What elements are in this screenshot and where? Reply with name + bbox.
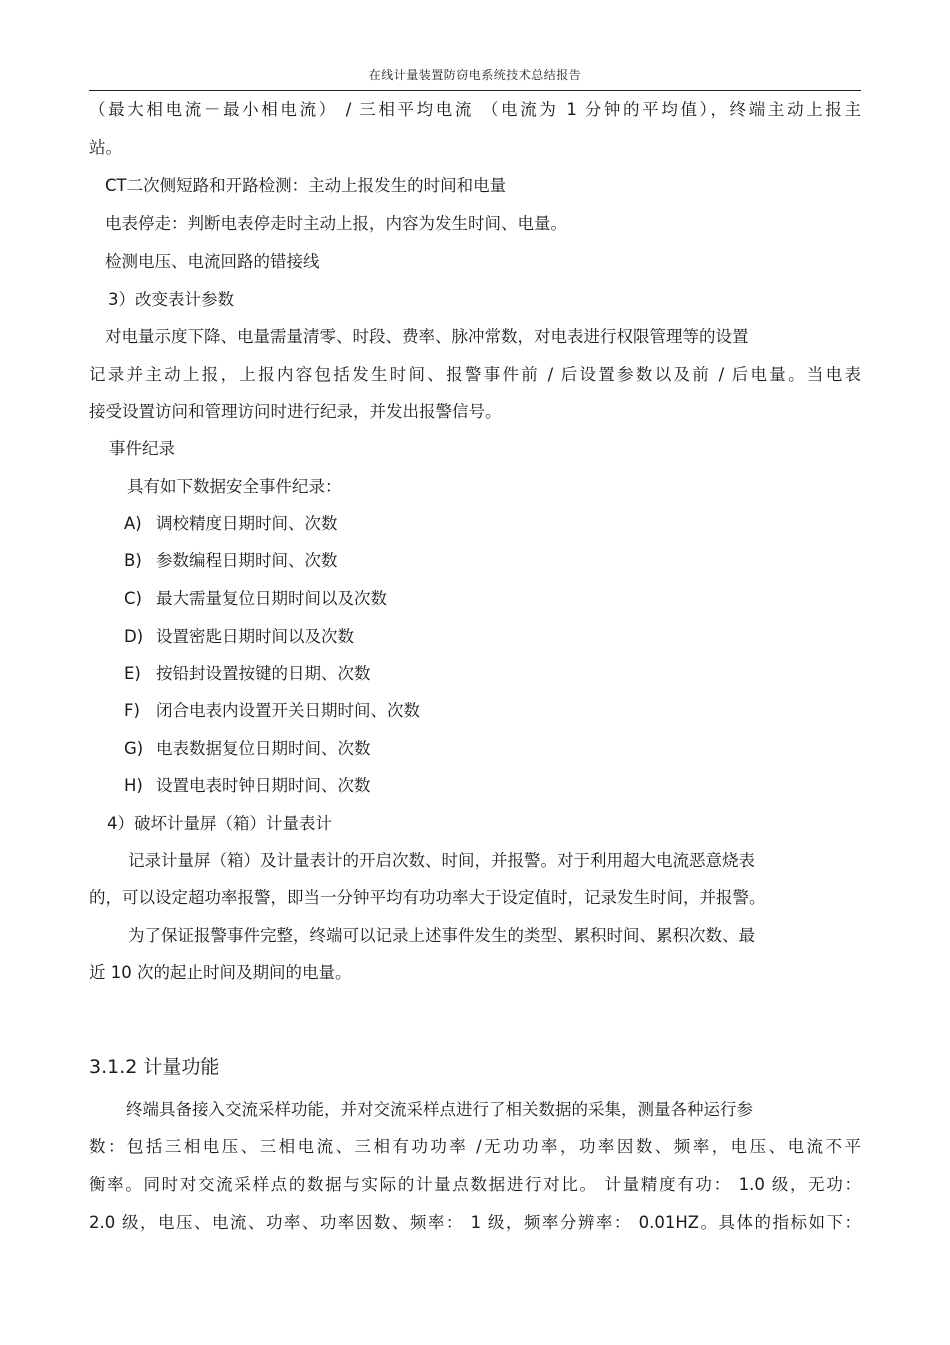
event-item-label: F)	[124, 701, 140, 720]
event-item-text: 最大需量复位日期时间以及次数	[156, 589, 387, 608]
event-item	[124, 550, 338, 572]
wiring-check-line: 检测电压、电流回路的错接线	[105, 252, 320, 271]
event-item	[124, 738, 371, 760]
event-item-label: D)	[124, 627, 144, 646]
event-item	[124, 775, 371, 797]
event-item-text: 按铅封设置按键的日期、次数	[156, 664, 371, 683]
section-4-title: 4）破坏计量屏（箱）计量表计	[107, 814, 332, 833]
paragraph-line: 2.0 级，电压、电流、功率、功率因数、频率： 1 级，频率分辨率： 0.01HZ。具体的指标如下：	[89, 1213, 861, 1232]
event-item	[124, 700, 420, 722]
event-item-text: 设置密匙日期时间以及次数	[156, 627, 354, 646]
event-item-label: H)	[124, 776, 143, 795]
event-item-label: G)	[124, 739, 144, 758]
event-item	[124, 626, 354, 648]
event-item-text: 闭合电表内设置开关日期时间、次数	[156, 701, 420, 720]
paragraph-line: 的，可以设定超功率报警，即当一分钟平均有功功率大于设定值时，记录发生时间，并报警。	[89, 888, 766, 907]
header-divider	[89, 90, 861, 91]
paragraph-line: （最大相电流－最小相电流） / 三相平均电流 （电流为 1 分钟的平均值），终端主动上报主	[89, 100, 861, 119]
event-item	[124, 663, 371, 685]
paragraph-line: 站。	[89, 138, 122, 157]
paragraph-line: 记录并主动上报，上报内容包括发生时间、报警事件前 / 后设置参数以及前 / 后电量。当电表	[89, 365, 861, 384]
section-heading: 3.1.2 计量功能	[89, 1056, 220, 1078]
event-item-label: C)	[124, 589, 142, 608]
event-item-label: B)	[124, 551, 142, 570]
event-item-text: 设置电表时钟日期时间、次数	[156, 776, 371, 795]
event-record-title: 事件纪录	[109, 439, 175, 458]
paragraph-line: 衡率。同时对交流采样点的数据与实际的计量点数据进行对比。 计量精度有功： 1.0 级，无功：	[89, 1175, 861, 1194]
paragraph-line: 近 10 次的起止时间及期间的电量。	[89, 963, 352, 982]
event-item-text: 电表数据复位日期时间、次数	[156, 739, 371, 758]
paragraph-line: 对电量示度下降、电量需量清零、时段、费率、脉冲常数，对电表进行权限管理等的设置	[105, 327, 749, 346]
section-3-title: 3）改变表计参数	[108, 290, 234, 309]
page-header-title: 在线计量装置防窃电系统技术总结报告	[368, 68, 582, 82]
event-item	[124, 513, 338, 535]
paragraph-line: 记录计量屏（箱）及计量表计的开启次数、时间，并报警。对于利用超大电流恶意烧表	[128, 851, 755, 870]
meter-stop-line: 电表停走：判断电表停走时主动上报，内容为发生时间、电量。	[105, 214, 567, 233]
event-item	[124, 588, 387, 610]
event-item-text: 参数编程日期时间、次数	[156, 551, 338, 570]
paragraph-line: 数：包括三相电压、三相电流、三相有功功率 /无功功率，功率因数、频率，电压、电流不平	[89, 1137, 861, 1156]
event-record-intro: 具有如下数据安全事件纪录：	[127, 477, 342, 496]
event-item-text: 调校精度日期时间、次数	[156, 514, 338, 533]
ct-detection-line: CT二次侧短路和开路检测：主动上报发生的时间和电量	[105, 176, 507, 195]
event-item-label: E)	[124, 664, 141, 683]
event-item-label: A)	[124, 514, 142, 533]
paragraph-line: 为了保证报警事件完整，终端可以记录上述事件发生的类型、累积时间、累积次数、最	[128, 926, 755, 945]
paragraph-line: 终端具备接入交流采样功能，并对交流采样点进行了相关数据的采集，测量各种运行参	[126, 1100, 753, 1119]
paragraph-line: 接受设置访问和管理访问时进行纪录，并发出报警信号。	[89, 402, 502, 421]
